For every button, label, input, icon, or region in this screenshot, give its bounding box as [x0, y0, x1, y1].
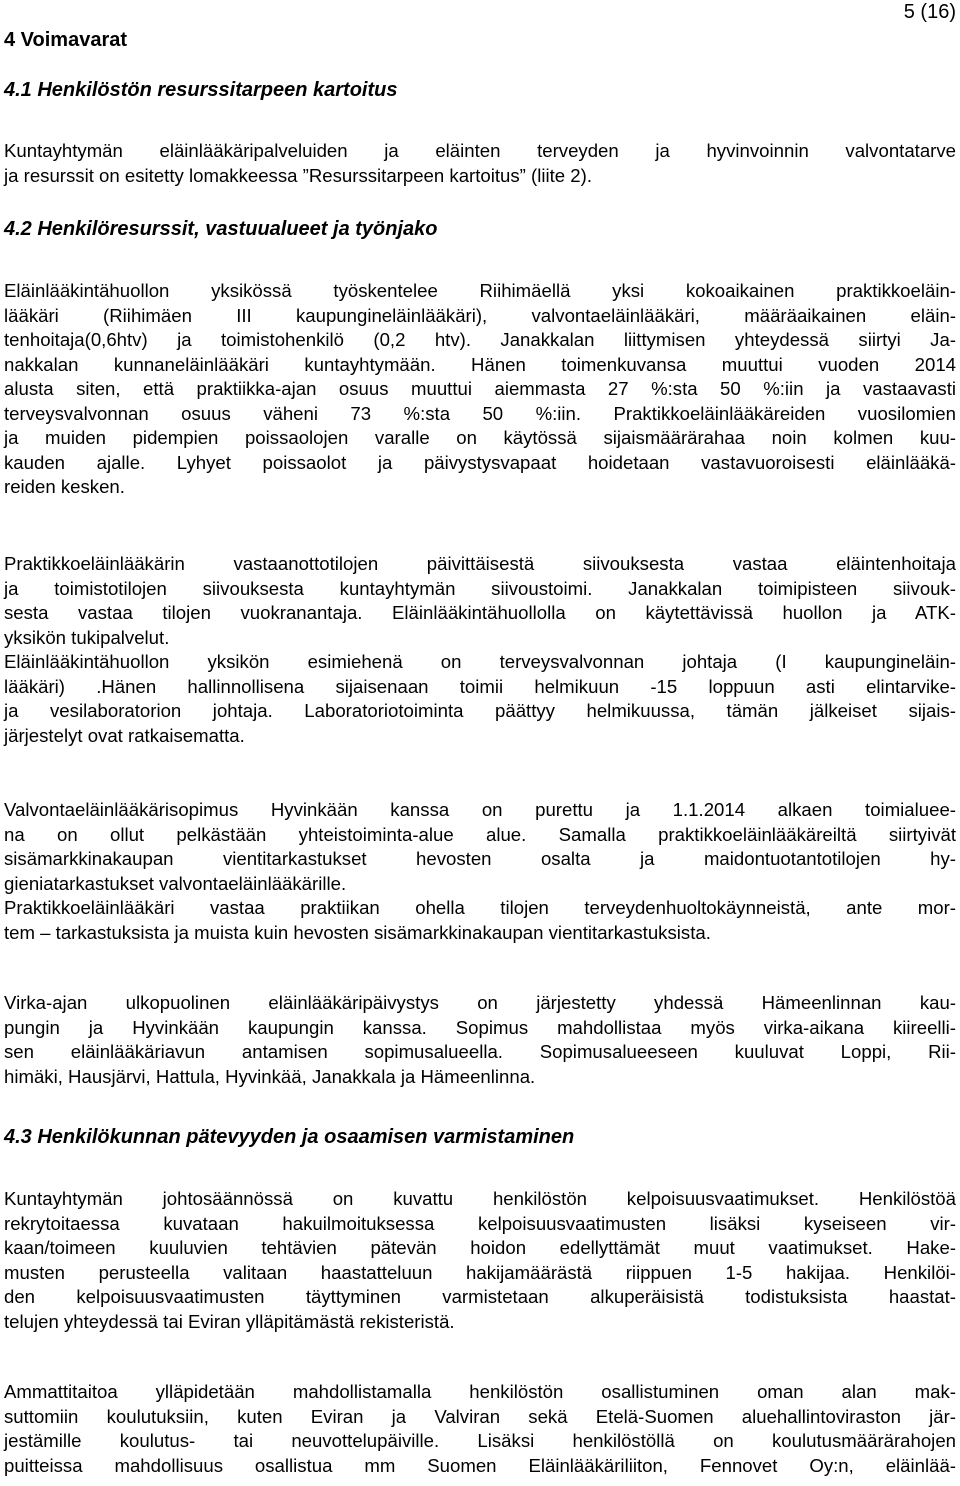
text-line: tenhoitaja(0,6htv) ja toimistohenkilö (0,2 htv). Janakkalan liittymisen yhteydessä siirtyi Ja- — [4, 329, 956, 350]
section-4-3-paragraph-1 — [4, 1187, 956, 1334]
text-line: rekrytoitaessa kuvataan hakuilmoituksessa kelpoisuusvaatimusten lisäksi kyseiseen vir- — [4, 1212, 956, 1234]
text-line: Kuntayhtymän johtosäännössä on kuvattu henkilöstön kelpoisuusvaatimukset. Henkilöstöä — [4, 1188, 956, 1209]
text-line: lääkäri) .Hänen hallinnollisena sijaisenaan toimii helmikuun -15 loppuun asti elintarvike- — [4, 675, 956, 697]
text-line: kauden ajalle. Lyhyet poissaolot ja päivystysvapaat hoidetaan vastavuoroisesti eläinlääkä- — [4, 451, 956, 473]
section-4-3-heading: 4.3 Henkilökunnan pätevyyden ja osaamisen varmistaminen — [4, 1126, 575, 1148]
text-line: den kelpoisuusvaatimusten täyttyminen varmistetaan alkuperäisistä todistuksista haastat- — [4, 1286, 956, 1307]
text-line: pungin ja Hyvinkään kaupungin kanssa. Sopimus mahdollistaa myös virka-aikana kiireelli- — [4, 1016, 956, 1038]
text-line: Eläinlääkintähuollon yksikössä työskentelee Riihimäellä yksi kokoaikainen praktikkoeläin- — [4, 280, 956, 301]
text-line: suttomiin koulutuksiin, kuten Eviran ja Valviran sekä Etelä-Suomen aluehallintoviraston jär- — [4, 1405, 956, 1427]
text-line: ja resurssit on esitetty lomakkeessa ”Resurssitarpeen kartoitus” (liite 2). — [4, 164, 592, 186]
text-line: Eläinlääkintähuollon yksikön esimiehenä on terveysvalvonnan johtaja (I kaupungineläin- — [4, 651, 956, 672]
text-line: ja vesilaboratorion johtaja. Laboratoriotoiminta päättyy helmikuussa, tämän jälkeiset sijais- — [4, 700, 956, 721]
section-4-2-paragraph-1 — [4, 279, 956, 500]
text-line: himäki, Hausjärvi, Hattula, Hyvinkää, Janakkala ja Hämeenlinna. — [4, 1065, 536, 1087]
text-line: lääkäri (Riihimäen III kaupungineläinlääkäri), valvontaeläinlääkäri, määräaikainen eläin- — [4, 304, 956, 326]
text-line: terveysvalvonnan osuus väheni 73 %:sta 50 %:iin. Praktikkoeläinlääkäreiden vuosilomien — [4, 402, 956, 424]
text-line: telujen yhteydessä tai Eviran ylläpitämästä rekisteristä. — [4, 1310, 455, 1332]
section-4-3-paragraph-2 — [4, 1380, 956, 1478]
text-line: Kuntayhtymän eläinlääkäripalveluiden ja eläinten terveyden ja hyvinvoinnin valvontatarve — [4, 140, 956, 161]
text-line: tem – tarkastuksista ja muista kuin hevosten sisämarkkinakaupan vientitarkastuksista. — [4, 921, 711, 943]
text-line: musten perusteella valitaan haastatteluun hakijamäärästä riippuen 1-5 hakijaa. Henkilöi- — [4, 1261, 956, 1283]
text-line: ja muiden pidempien poissaolojen varalle on käytössä sijaismäärärahaa noin kolmen kuu- — [4, 427, 956, 448]
text-line: ja toimistotilojen siivouksesta kuntayhtymän siivoustoimi. Janakkalan toimipisteen siivouk- — [4, 577, 956, 599]
text-line: sen eläinlääkäriavun antamisen sopimusalueella. Sopimusalueeseen kuuluvat Loppi, Rii- — [4, 1041, 956, 1062]
text-line: sesta vastaa tilojen vuokranantaja. Eläinlääkintähuollolla on käytettävissä huollon ja ATK- — [4, 602, 956, 623]
section-4-1-paragraph — [4, 139, 956, 188]
text-line: alusta siten, että praktiikka-ajan osuus muuttui aiemmasta 27 %:sta 50 %:iin ja vastaavasti — [4, 378, 956, 399]
text-line: Ammattitaitoa ylläpidetään mahdollistamalla henkilöstön osallistuminen oman alan mak- — [4, 1381, 956, 1402]
section-4-heading: 4 Voimavarat — [4, 29, 128, 51]
text-line: yksikön tukipalvelut. — [4, 626, 170, 648]
text-line: na on ollut pelkästään yhteistoiminta-alue alue. Samalla praktikkoeläinlääkäreiltä siirtyivät — [4, 823, 956, 845]
section-4-2-paragraph-2 — [4, 552, 956, 748]
text-line: Praktikkoeläinlääkärin vastaanottotilojen päivittäisestä siivouksesta vastaa eläintenhoitaja — [4, 553, 956, 574]
text-line: nakkalan kunnaneläinlääkäri kuntayhtymään. Hänen toimenkuvansa muuttui vuoden 2014 — [4, 353, 956, 375]
text-line: Praktikkoeläinlääkäri vastaa praktiikan ohella tilojen terveydenhuoltokäynneistä, ante mor- — [4, 897, 956, 918]
section-4-2-paragraph-4 — [4, 991, 956, 1089]
section-4-1-heading: 4.1 Henkilöstön resurssitarpeen kartoitus — [4, 79, 398, 101]
text-line: kaan/toimeen kuuluvien tehtävien pätevän hoidon edellyttämät muut vaatimukset. Hake- — [4, 1237, 956, 1258]
text-line: järjestelyt ovat ratkaisematta. — [4, 724, 245, 746]
text-line: Virka-ajan ulkopuolinen eläinlääkäripäivystys on järjestetty yhdessä Hämeenlinnan kau- — [4, 992, 956, 1013]
page-number: 5 (16) — [903, 1, 956, 23]
text-line: gieniatarkastukset valvontaeläinlääkärille. — [4, 872, 347, 894]
text-line: jestämille koulutus- tai neuvottelupäiville. Lisäksi henkilöstöllä on koulutusmäärärahojen — [4, 1430, 956, 1451]
text-line: puitteissa mahdollisuus osallistua mm Suomen Eläinlääkäriliiton, Fennovet Oy:n, eläinlää- — [4, 1454, 956, 1476]
section-4-2-heading: 4.2 Henkilöresurssit, vastuualueet ja työnjako — [4, 218, 438, 240]
section-4-2-paragraph-3 — [4, 798, 956, 945]
text-line: sisämarkkinakaupan vientitarkastukset hevosten osalta ja maidontuotantotilojen hy- — [4, 848, 956, 869]
text-line: reiden kesken. — [4, 476, 125, 497]
text-line: Valvontaeläinlääkärisopimus Hyvinkään kanssa on purettu ja 1.1.2014 alkaen toimialuee- — [4, 799, 956, 820]
